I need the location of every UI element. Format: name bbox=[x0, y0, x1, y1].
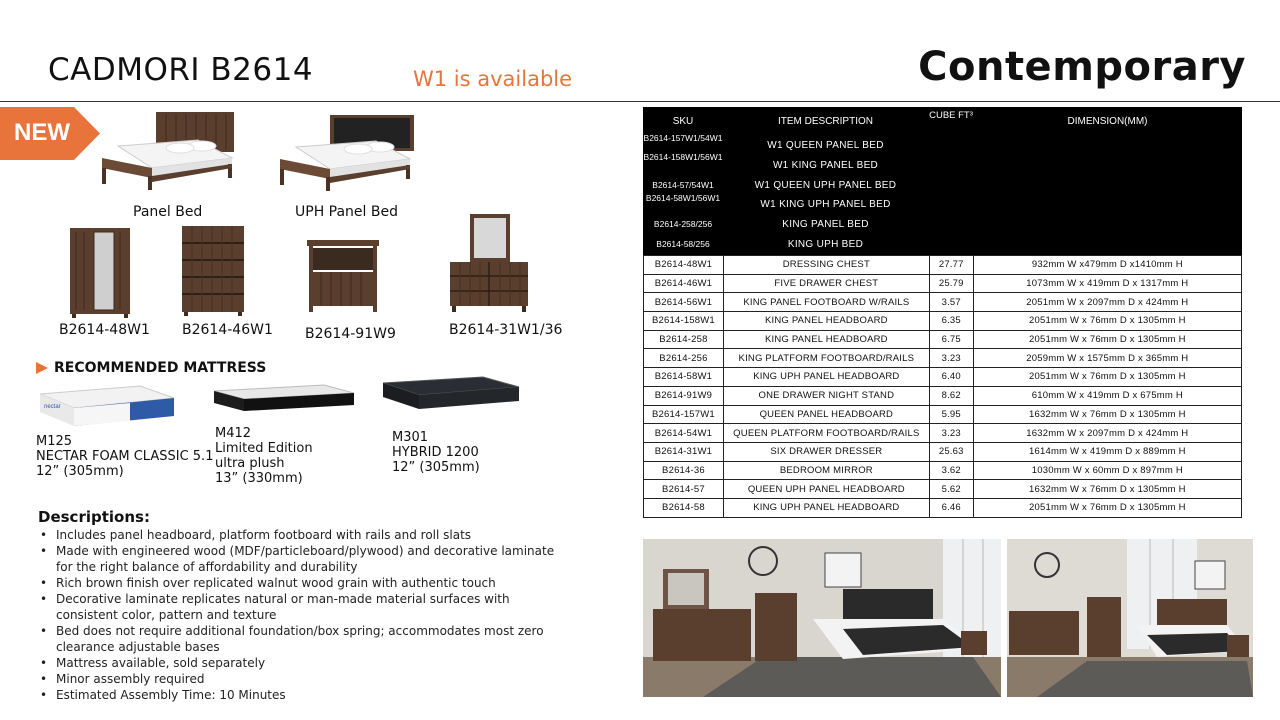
cell-cube: 3.23 bbox=[929, 424, 973, 443]
description-item: • Bed does not require additional foundation/box spring; accommodates most zero clearance adjustable bases bbox=[38, 623, 558, 655]
product-label-91w9: B2614-91W9 bbox=[305, 326, 396, 342]
cell-dim: 2051mm W x 2097mm D x 424mm H bbox=[973, 293, 1241, 312]
description-item: • Mattress available, sold separately bbox=[38, 655, 558, 671]
cell-desc: KING UPH PANEL HEADBOARD bbox=[723, 368, 929, 387]
mattress-m301-text: M301 HYBRID 1200 12” (305mm) bbox=[392, 430, 480, 475]
cell-sku: B2614-256 bbox=[644, 349, 724, 368]
table-row bbox=[644, 312, 1242, 331]
mattress-m125-image bbox=[40, 382, 176, 430]
header-sku: SKU bbox=[672, 116, 694, 127]
product-label-panel-bed: Panel Bed bbox=[133, 204, 203, 220]
cell-sku: B2614-31W1 bbox=[644, 442, 724, 461]
black-row-sku: B2614-258/256 bbox=[653, 219, 713, 229]
cell-sku: B2614-56W1 bbox=[644, 293, 724, 312]
cell-sku: B2614-158W1 bbox=[644, 312, 724, 331]
cell-dim: 1632mm W x 76mm D x 1305mm H bbox=[973, 405, 1241, 424]
table-row bbox=[644, 386, 1242, 405]
black-row-desc: W1 KING PANEL BED bbox=[772, 160, 879, 171]
table-row bbox=[644, 461, 1242, 480]
table-row bbox=[644, 498, 1242, 517]
cell-sku: B2614-46W1 bbox=[644, 274, 724, 293]
header-cube: CUBE FT³ bbox=[929, 110, 973, 121]
cell-sku: B2614-258 bbox=[644, 330, 724, 349]
black-row-desc: W1 QUEEN UPH PANEL BED bbox=[754, 180, 897, 191]
panel-bed-image bbox=[98, 110, 238, 190]
cell-cube: 6.46 bbox=[929, 498, 973, 517]
cell-desc: KING UPH PANEL HEADBOARD bbox=[723, 498, 929, 517]
cell-sku: B2614-91W9 bbox=[644, 386, 724, 405]
product-label-48w1: B2614-48W1 bbox=[59, 322, 150, 338]
table-row bbox=[644, 274, 1242, 293]
cell-cube: 5.95 bbox=[929, 405, 973, 424]
collection-title: CADMORI B2614 bbox=[48, 52, 314, 88]
cell-desc: KING PANEL HEADBOARD bbox=[723, 312, 929, 331]
description-item: • Made with engineered wood (MDF/particleboard/plywood) and decorative laminate for the right balance of affordability and durability bbox=[38, 543, 558, 575]
black-row-desc: W1 KING UPH PANEL BED bbox=[760, 199, 891, 210]
table-row bbox=[644, 424, 1242, 443]
cell-dim: 1632mm W x 76mm D x 1305mm H bbox=[973, 480, 1241, 499]
spec-table-body bbox=[643, 255, 1242, 518]
spec-table bbox=[643, 107, 1242, 518]
cell-dim: 2051mm W x 76mm D x 1305mm H bbox=[973, 330, 1241, 349]
cell-cube: 8.62 bbox=[929, 386, 973, 405]
description-item: • Includes panel headboard, platform footboard with rails and roll slats bbox=[38, 527, 558, 543]
cell-desc: DRESSING CHEST bbox=[723, 256, 929, 275]
cell-dim: 1030mm W x 60mm D x 897mm H bbox=[973, 461, 1241, 480]
table-row bbox=[644, 330, 1242, 349]
dressing-chest-image bbox=[70, 228, 132, 318]
description-item: • Minor assembly required bbox=[38, 671, 558, 687]
black-row-sku: B2614-58/256 bbox=[656, 239, 710, 249]
mattress-m412-text: M412 Limited Edition ultra plush 13” (330mm) bbox=[215, 426, 313, 486]
cell-sku: B2614-58W1 bbox=[644, 368, 724, 387]
cell-desc: KING PANEL FOOTBOARD W/RAILS bbox=[723, 293, 929, 312]
cell-dim: 1073mm W x 419mm D x 1317mm H bbox=[973, 274, 1241, 293]
mattress-m125-text: M125 NECTAR FOAM CLASSIC 5.1 12” (305mm) bbox=[36, 434, 214, 479]
cell-desc: QUEEN PANEL HEADBOARD bbox=[723, 405, 929, 424]
style-name: Contemporary bbox=[918, 44, 1246, 90]
cell-dim: 2059mm W x 1575mm D x 365mm H bbox=[973, 349, 1241, 368]
cell-sku: B2614-54W1 bbox=[644, 424, 724, 443]
cell-dim: 2051mm W x 76mm D x 1305mm H bbox=[973, 498, 1241, 517]
descriptions-title: Descriptions: bbox=[38, 508, 150, 526]
svg-text:nectar: nectar bbox=[44, 404, 61, 410]
header-divider bbox=[0, 101, 1280, 102]
table-row bbox=[644, 442, 1242, 461]
arrow-right-icon bbox=[36, 362, 48, 374]
cell-desc: SIX DRAWER DRESSER bbox=[723, 442, 929, 461]
black-row-sku: B2614-58W1/56W1 bbox=[645, 193, 721, 203]
cell-dim: 1614mm W x 419mm D x 889mm H bbox=[973, 442, 1241, 461]
cell-cube: 27.77 bbox=[929, 256, 973, 275]
cell-desc: QUEEN PLATFORM FOOTBOARD/RAILS bbox=[723, 424, 929, 443]
cell-desc: KING PLATFORM FOOTBOARD/RAILS bbox=[723, 349, 929, 368]
header-dimension: DIMENSION(MM) bbox=[1067, 116, 1148, 127]
availability-note: W1 is available bbox=[413, 67, 573, 91]
table-row bbox=[644, 349, 1242, 368]
cell-sku: B2614-57 bbox=[644, 480, 724, 499]
cell-cube: 3.62 bbox=[929, 461, 973, 480]
header-item-description: ITEM DESCRIPTION bbox=[777, 116, 873, 127]
cell-sku: B2614-48W1 bbox=[644, 256, 724, 275]
table-row bbox=[644, 256, 1242, 275]
cell-sku: B2614-157W1 bbox=[644, 405, 724, 424]
table-row bbox=[644, 480, 1242, 499]
cell-dim: 932mm W x479mm D x1410mm H bbox=[973, 256, 1241, 275]
table-row bbox=[644, 368, 1242, 387]
mattress-m301-image bbox=[383, 375, 521, 411]
uph-panel-bed-image bbox=[276, 113, 416, 193]
spec-table-header bbox=[643, 107, 1242, 255]
five-drawer-chest-image bbox=[182, 226, 244, 316]
product-label-46w1: B2614-46W1 bbox=[182, 322, 273, 338]
cell-sku: B2614-58 bbox=[644, 498, 724, 517]
cell-desc: ONE DRAWER NIGHT STAND bbox=[723, 386, 929, 405]
descriptions-list bbox=[38, 527, 558, 703]
recommended-mattress-label: RECOMMENDED MATTRESS bbox=[54, 360, 267, 376]
cell-desc: QUEEN UPH PANEL HEADBOARD bbox=[723, 480, 929, 499]
description-item: • Estimated Assembly Time: 10 Minutes bbox=[38, 687, 558, 703]
room-scene-photo-large bbox=[643, 539, 1001, 697]
black-row-desc: W1 QUEEN PANEL BED bbox=[767, 140, 884, 151]
black-row-sku: B2614-157W1/54W1 bbox=[643, 133, 723, 143]
cell-cube: 25.79 bbox=[929, 274, 973, 293]
black-row-sku: B2614-57/54W1 bbox=[652, 180, 714, 190]
cell-cube: 25.63 bbox=[929, 442, 973, 461]
new-badge-label: NEW bbox=[14, 119, 70, 146]
dresser-mirror-image bbox=[450, 214, 530, 314]
recommended-mattress-heading bbox=[36, 360, 266, 376]
black-row-sku: B2614-158W1/56W1 bbox=[643, 152, 723, 162]
black-row-desc: KING PANEL BED bbox=[782, 219, 869, 230]
cell-cube: 3.57 bbox=[929, 293, 973, 312]
cell-dim: 1632mm W x 2097mm D x 424mm H bbox=[973, 424, 1241, 443]
product-label-uph-panel-bed: UPH Panel Bed bbox=[295, 204, 398, 220]
description-item: • Decorative laminate replicates natural or man-made material surfaces with consistent color, pattern and texture bbox=[38, 591, 558, 623]
table-row bbox=[644, 405, 1242, 424]
cell-cube: 6.40 bbox=[929, 368, 973, 387]
cell-desc: BEDROOM MIRROR bbox=[723, 461, 929, 480]
black-row-desc: KING UPH BED bbox=[787, 239, 864, 250]
product-label-31w1-36: B2614-31W1/36 bbox=[449, 322, 563, 338]
new-badge bbox=[0, 107, 100, 160]
cell-cube: 5.62 bbox=[929, 480, 973, 499]
cell-cube: 6.35 bbox=[929, 312, 973, 331]
cell-cube: 3.23 bbox=[929, 349, 973, 368]
description-item: • Rich brown finish over replicated walnut wood grain with authentic touch bbox=[38, 575, 558, 591]
cell-desc: KING PANEL HEADBOARD bbox=[723, 330, 929, 349]
cell-dim: 2051mm W x 76mm D x 1305mm H bbox=[973, 312, 1241, 331]
mattress-m412-image bbox=[214, 383, 354, 413]
cell-dim: 2051mm W x 76mm D x 1305mm H bbox=[973, 368, 1241, 387]
table-row bbox=[644, 293, 1242, 312]
room-scene-photo-small bbox=[1007, 539, 1253, 697]
cell-cube: 6.75 bbox=[929, 330, 973, 349]
cell-desc: FIVE DRAWER CHEST bbox=[723, 274, 929, 293]
cell-sku: B2614-36 bbox=[644, 461, 724, 480]
cell-dim: 610mm W x 419mm D x 675mm H bbox=[973, 386, 1241, 405]
nightstand-image bbox=[307, 240, 381, 314]
